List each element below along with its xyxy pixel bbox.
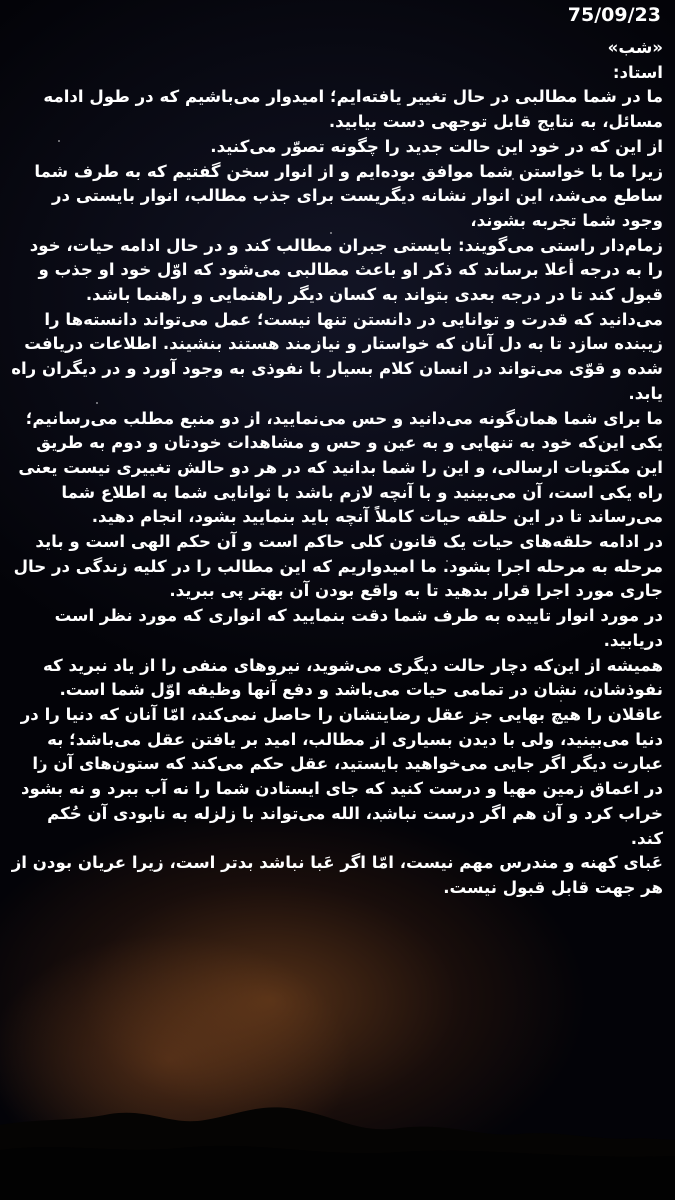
message-body [11,36,663,901]
paragraph: در ادامه حلقه‌های حیات یک قانون کلی حاکم است و آن حکم الهی است و باید مرحله به مرحله اجرا بشود. ما امیدواریم که این مطالب را در کلیه زندگی در حال جاری مورد اجرا قرار بدهید تا به واقع بودن آن بهتر پی ببرید. [13,532,663,601]
paragraph: ما در شما مطالبی در حال تغییر یافته‌ایم؛ امیدوار می‌باشیم که در طول ادامه مسائل، به نتایج قابل توجهی دست بیابید. [43,87,663,132]
paragraph: عاقلان را هیچ بهایی جز عقل رضایتشان را حاصل نمی‌کند، امّا آنان که دنیا را در دنیا می‌بینید، ولی با دیدن بسیاری از مطالب، امید بر یافتن عقل می‌باشد؛ به عبارت دیگر اگر جایی می‌خواهید بایستید، عقل حکم می‌کند که ستون‌های آن را در اعماق زمین مهیا و درست کنید که جای ایستادن شما را نه آب ببرد و نه بشود خراب کرد و آن هم اگر درست نباشد، الله می‌تواند با زلزله به نابودی آن حُکم کند. [20,704,663,848]
tree-silhouette [0,1030,675,1200]
paragraph: ما برای شما همان‌گونه می‌دانید و حس می‌نمایید، از دو منبع مطلب می‌رسانیم؛ یکی این‌که خود به تنهایی و به عین و حس و مشاهدات خودتان و دوم به طریق این مکتوبات ارسالی، و این را شما بدانید که در هر دو حالش تغییری نیست یعنی راه یکی است، آن می‌بینید و با آنچه لازم باشد با توانایی شما به اطلاع شما می‌رساند تا در این حلقه حیات کاملاً آنچه باید بنمایید بشود، انجام دهید. [18,408,663,527]
paragraph: در مورد انوار تاییده به طرف شما دقت بنمایید که انواری که مورد نظر است دریابید. [54,606,663,650]
paragraph: می‌دانید که قدرت و توانایی در دانستن تنها نیست؛ عمل می‌تواند دانسته‌ها را زیبنده سازد تا به دل آنان که خواستار و نیازمند هستند بنشیند. اطلاعات دریافت شده و قوّی می‌تواند در انسان کلام بسیار با نفوذی به وجود آورد و در دیگران راه یابد. [11,309,663,403]
paragraph: زمام‌دار راستی می‌گویند: بایستی جبران مطالب کند و در حال ادامه حیات، خود را به درجه أعلا برساند که ذکر او باعث مطالبی می‌شود که اوّل خود او جذب و قبول کند تا در درجه بعدی بتواند به کسان دیگر راهنمایی و راهنما باشد. [29,235,663,305]
title-line: «شب» [607,38,663,57]
date-label: 75/09/23 [567,4,661,26]
paragraph: عَبای کهنه و مندرس مهم نیست، امّا اگر عَبا نباشد بدتر است، زیرا عریان بودن از هر جهت قابل قبول نیست. [11,853,663,897]
paragraph: از این که در خود این حالت جدید را چگونه تصوّر می‌کنید. [210,136,663,156]
paragraph: همیشه از این‌که دچار حالت دیگری می‌شوید، نیروهای منفی را از یاد نبرید که نفوذشان، نشان در تمامی حیات می‌باشد و دفع آنها وظیفه اوّل شما است. [42,655,663,700]
paragraph: زیرا ما با خواستن شما موافق بوده‌ایم و از انوار سخن گفتیم که به طرف شما ساطع می‌شد، این انوار نشانه دیگریست برای جذب مطالب، انوار بایستی در وجود شما تجربه بشوند، [34,161,663,230]
speaker-label: استاد: [612,62,663,82]
